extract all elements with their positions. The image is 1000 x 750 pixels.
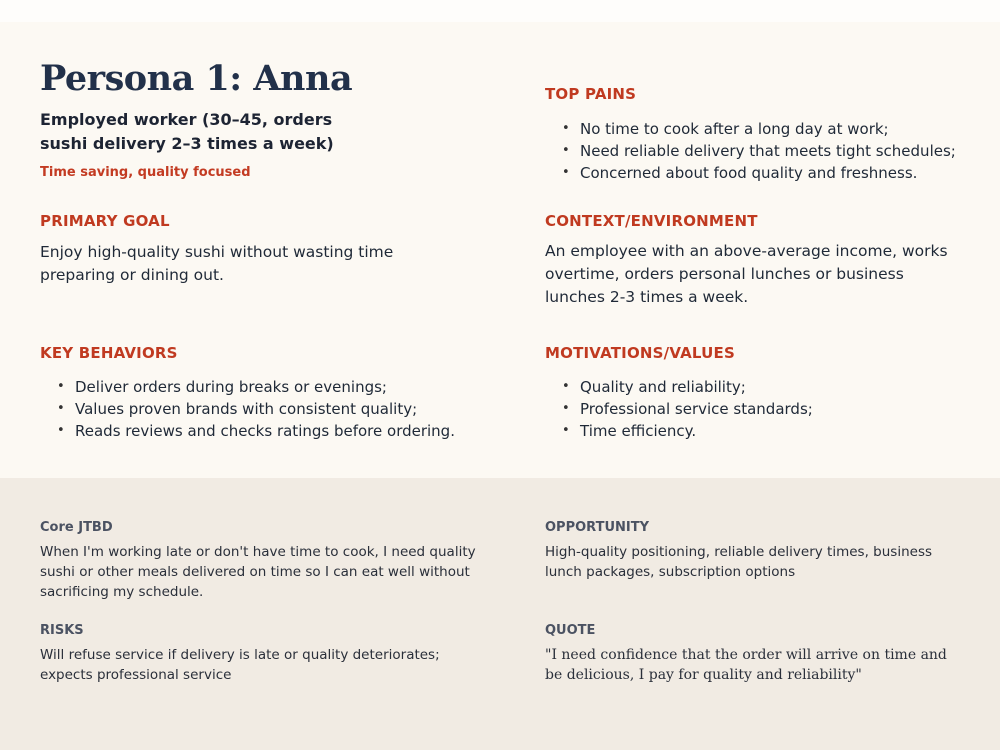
context-text: An employee with an above-average income, works overtime, orders personal lunches or business lunches 2-3 times a week.: [545, 242, 948, 306]
primary-goal-text: Enjoy high-quality sushi without wasting time preparing or dining out.: [40, 243, 394, 284]
motivations-title: MOTIVATIONS/VALUES: [545, 344, 735, 362]
persona-tagline: Time saving, quality focused: [40, 165, 251, 180]
key-behaviors-title: KEY BEHAVIORS: [40, 344, 178, 362]
motivation-item: • Quality and reliability;: [545, 376, 813, 398]
motivations-list: [545, 376, 813, 442]
persona-role: Employed worker (30–45, orders sushi delivery 2–3 times a week): [40, 110, 334, 153]
persona-name: Persona 1: Anna: [40, 58, 353, 99]
key-behavior-item: • Deliver orders during breaks or evenings;: [40, 376, 455, 398]
persona-upper-section: [0, 22, 1000, 478]
risks-text: Will refuse service if delivery is late or quality deteriorates; expects professional service: [40, 647, 440, 683]
top-pains-list: [545, 118, 956, 184]
core-jtbd-text: When I'm working late or don't have time to cook, I need quality sushi or other meals delivered on time so I can eat well without sacrificing my schedule.: [40, 544, 476, 600]
opportunity-title: OPPORTUNITY: [545, 520, 650, 535]
quote-title: QUOTE: [545, 623, 596, 638]
primary-goal-title: PRIMARY GOAL: [40, 212, 170, 230]
core-jtbd-title: Core JTBD: [40, 520, 113, 535]
top-band: [0, 0, 1000, 22]
motivation-item: • Time efficiency.: [545, 420, 813, 442]
top-pain-item: • No time to cook after a long day at work;: [545, 118, 956, 140]
top-pains-title: TOP PAINS: [545, 85, 637, 103]
top-pain-item: • Need reliable delivery that meets tight schedules;: [545, 140, 956, 162]
persona-lower-section: [0, 478, 1000, 750]
risks-title: RISKS: [40, 623, 84, 638]
persona-card: [0, 22, 1000, 750]
context-title: CONTEXT/ENVIRONMENT: [545, 212, 758, 230]
motivation-item: • Professional service standards;: [545, 398, 813, 420]
opportunity-text: High-quality positioning, reliable delivery times, business lunch packages, subscription options: [545, 544, 933, 580]
key-behavior-item: • Reads reviews and checks ratings before ordering.: [40, 420, 455, 442]
quote-text: "I need confidence that the order will arrive on time and be delicious, I pay for quality and reliability": [545, 647, 947, 683]
key-behavior-item: • Values proven brands with consistent quality;: [40, 398, 455, 420]
top-pain-item: • Concerned about food quality and freshness.: [545, 162, 956, 184]
key-behaviors-list: [40, 376, 455, 442]
